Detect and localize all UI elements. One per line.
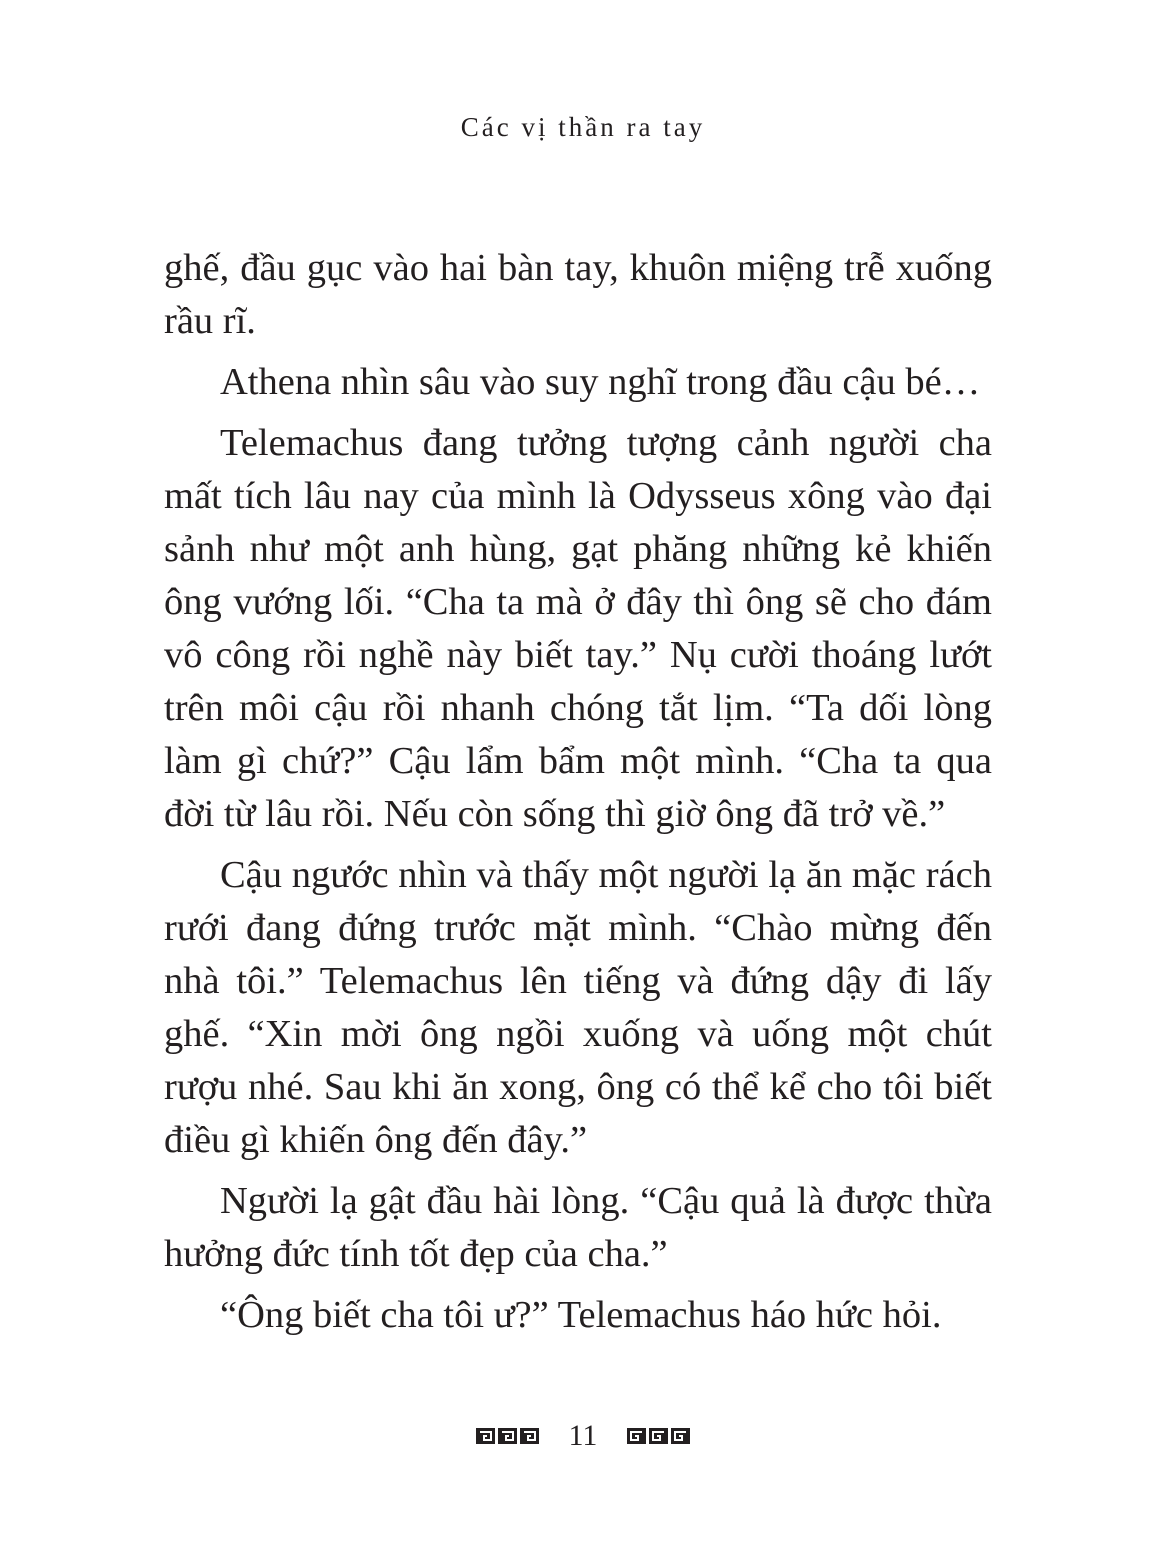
paragraph: Athena nhìn sâu vào suy nghĩ trong đầu cậu bé… bbox=[220, 361, 981, 403]
page-number: 11 bbox=[568, 1419, 598, 1452]
running-header: Các vị thần ra tay bbox=[460, 112, 706, 142]
greek-key-ornament-left-icon bbox=[476, 1428, 539, 1444]
paragraph: Telemachus đang tưởng tượng cảnh người cha mất tích lâu nay của mình là Odysseus xông vào đại sảnh như một anh hùng, gạt phăng những kẻ khiến ông vướng lối. “Cha ta mà ở đây thì ông sẽ cho đám vô công rồi nghề này biết tay.” Nụ cười thoáng lướt trên môi cậu rồi nhanh chóng tắt lịm. “Ta dối lòng làm gì chứ?” Cậu lẩm bẩm một mình. “Cha ta qua đời từ lâu rồi. Nếu còn sống thì giờ ông đã trở về.” bbox=[164, 422, 992, 835]
paragraph: ghế, đầu gục vào hai bàn tay, khuôn miệng trễ xuống rầu rĩ. bbox=[164, 247, 992, 342]
paragraph: Cậu ngước nhìn và thấy một người lạ ăn mặc rách rưới đang đứng trước mặt mình. “Chào mừng đến nhà tôi.” Telemachus lên tiếng và đứng dậy đi lấy ghế. “Xin mời ông ngồi xuống và uống một chút rượu nhé. Sau khi ăn xong, ông có thể kể cho tôi biết điều gì khiến ông đến đây.” bbox=[164, 854, 992, 1161]
paragraph: “Ông biết cha tôi ư?” Telemachus háo hức hỏi. bbox=[220, 1294, 942, 1336]
greek-key-ornament-right-icon bbox=[627, 1428, 690, 1444]
page-footer bbox=[0, 1416, 1166, 1456]
paragraph: Người lạ gật đầu hài lòng. “Cậu quả là được thừa hưởng đức tính tốt đẹp của cha.” bbox=[164, 1180, 992, 1275]
body-text bbox=[164, 242, 992, 1350]
